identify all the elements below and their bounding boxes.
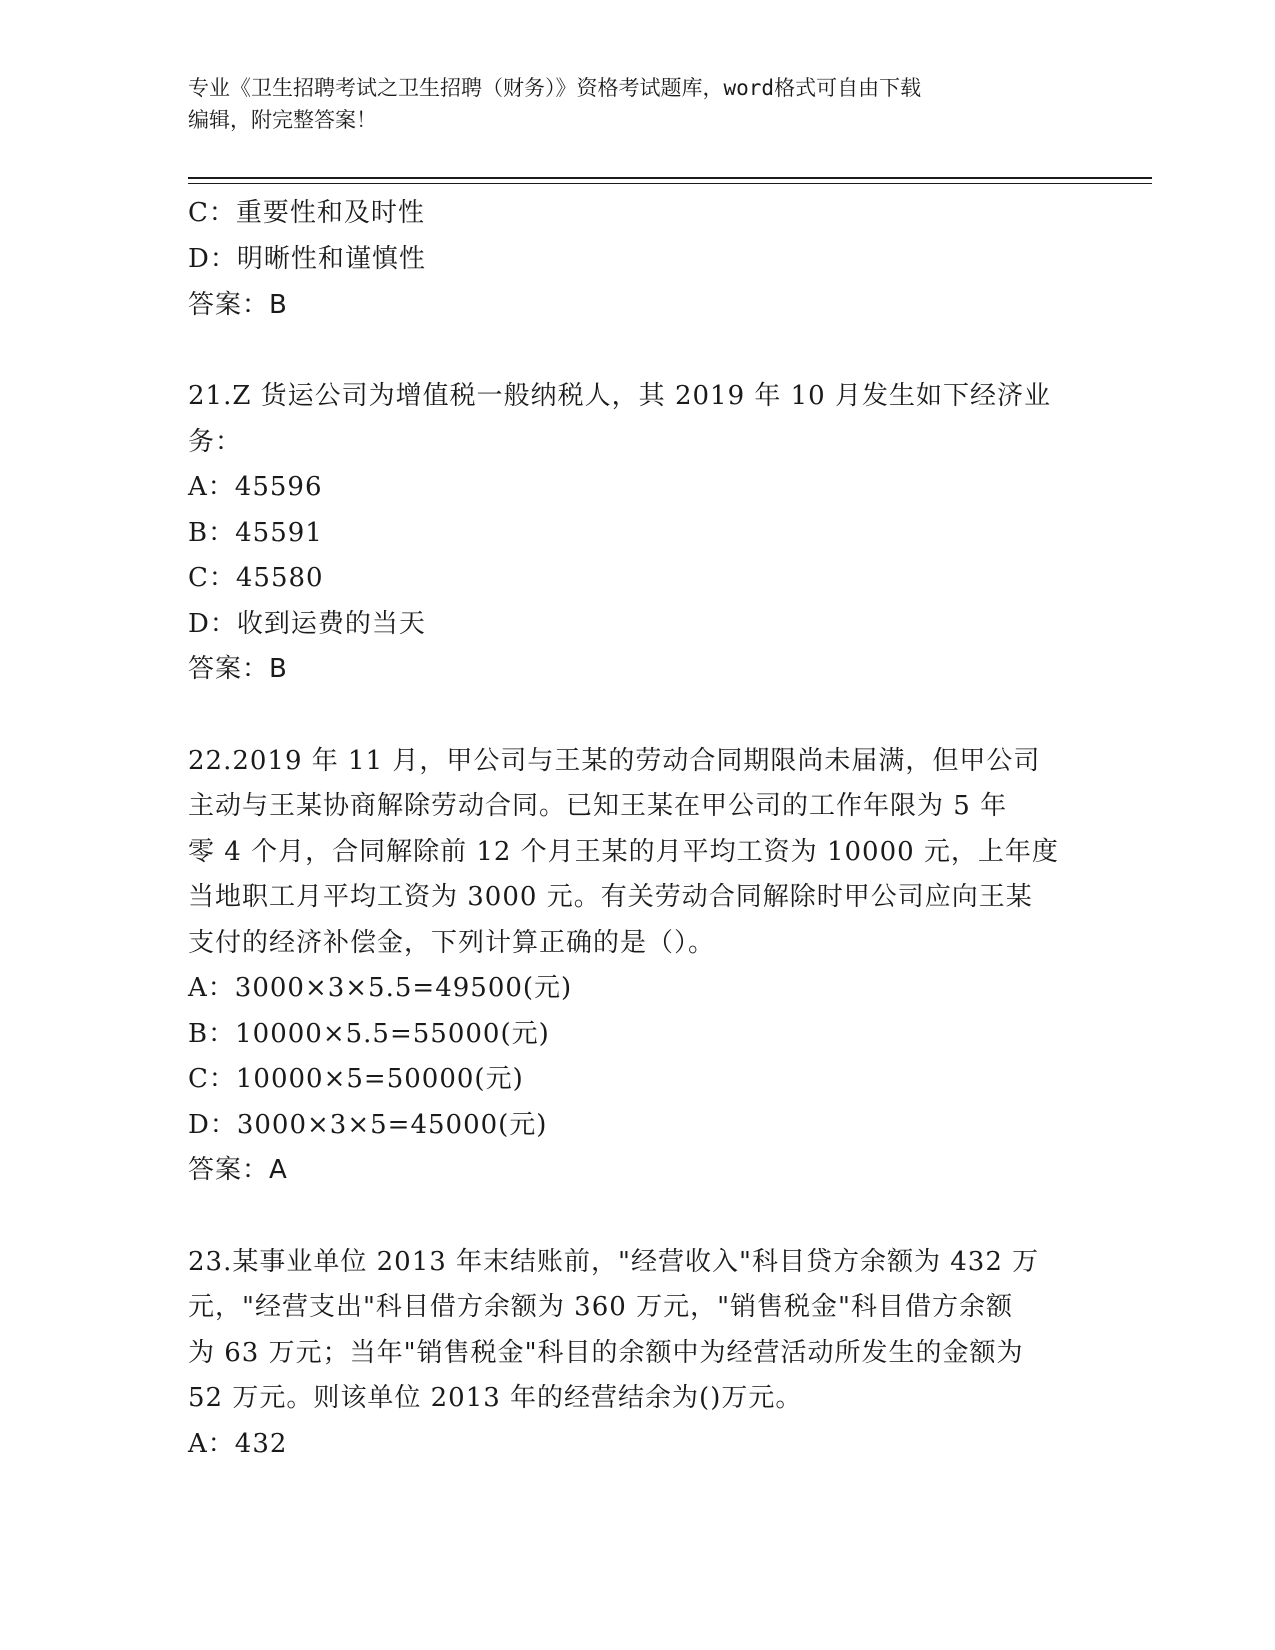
spacer xyxy=(188,693,1078,739)
answer-label: 答案：B xyxy=(188,654,288,684)
option-d: D：3000×3×5=45000(元) xyxy=(188,1109,548,1140)
answer-label: 答案：B xyxy=(188,290,288,320)
document-body xyxy=(188,190,1078,1467)
question-stem-line: 元，"经营支出"科目借方余额为 360 万元，"销售税金"科目借方余额 xyxy=(188,1292,1013,1322)
question-stem-line: 23.某事业单位 2013 年末结账前，"经营收入"科目贷方余额为 432 万 xyxy=(188,1246,1040,1277)
option-c: C：重要性和及时性 xyxy=(188,198,425,228)
option-a: A：432 xyxy=(188,1428,288,1459)
header-rule-thin xyxy=(188,183,1152,184)
question-stem-line: 主动与王某协商解除劳动合同。已知王某在甲公司的工作年限为 5 年 xyxy=(188,791,1008,821)
question-stem-line: 当地职工月平均工资为 3000 元。有关劳动合同解除时甲公司应向王某 xyxy=(188,882,1033,912)
option-d: D：明晰性和谨慎性 xyxy=(188,244,426,274)
prev-question-block xyxy=(188,190,1078,328)
header-rule-thick xyxy=(188,177,1152,179)
header-line-2: 编辑，附完整答案！ xyxy=(188,108,377,132)
question-stem-line: 为 63 万元；当年"销售税金"科目的余额中为经营活动所发生的金额为 xyxy=(188,1337,1024,1368)
question-23 xyxy=(188,1240,1078,1468)
option-c: C：10000×5=50000(元) xyxy=(188,1064,524,1094)
answer-label: 答案：A xyxy=(188,1155,288,1185)
option-c: C：45580 xyxy=(188,563,324,593)
question-22 xyxy=(188,739,1078,1194)
spacer xyxy=(188,328,1078,374)
header-line-1: 专业《卫生招聘考试之卫生招聘（财务）》资格考试题库，word格式可自由下载 xyxy=(188,76,922,100)
page-header xyxy=(188,72,1088,136)
option-a: A：3000×3×5.5=49500(元) xyxy=(188,973,573,1003)
question-stem-line: 21.Z 货运公司为增值税一般纳税人，其 2019 年 10 月发生如下经济业 xyxy=(188,381,1051,411)
question-stem-line: 52 万元。则该单位 2013 年的经营结余为()万元。 xyxy=(188,1383,803,1413)
question-stem-line: 支付的经济补偿金，下列计算正确的是（）。 xyxy=(188,927,716,958)
question-stem-line: 务： xyxy=(188,426,243,457)
option-d: D：收到运费的当天 xyxy=(188,608,426,639)
question-21 xyxy=(188,374,1078,693)
question-stem-line: 22.2019 年 11 月，甲公司与王某的劳动合同期限尚未届满，但甲公司 xyxy=(188,745,1041,776)
spacer xyxy=(188,1194,1078,1240)
question-stem-line: 零 4 个月，合同解除前 12 个月王某的月平均工资为 10000 元，上年度 xyxy=(188,836,1059,867)
option-a: A：45596 xyxy=(188,472,323,502)
option-b: B：10000×5.5=55000(元) xyxy=(188,1018,550,1049)
option-b: B：45591 xyxy=(188,517,323,548)
